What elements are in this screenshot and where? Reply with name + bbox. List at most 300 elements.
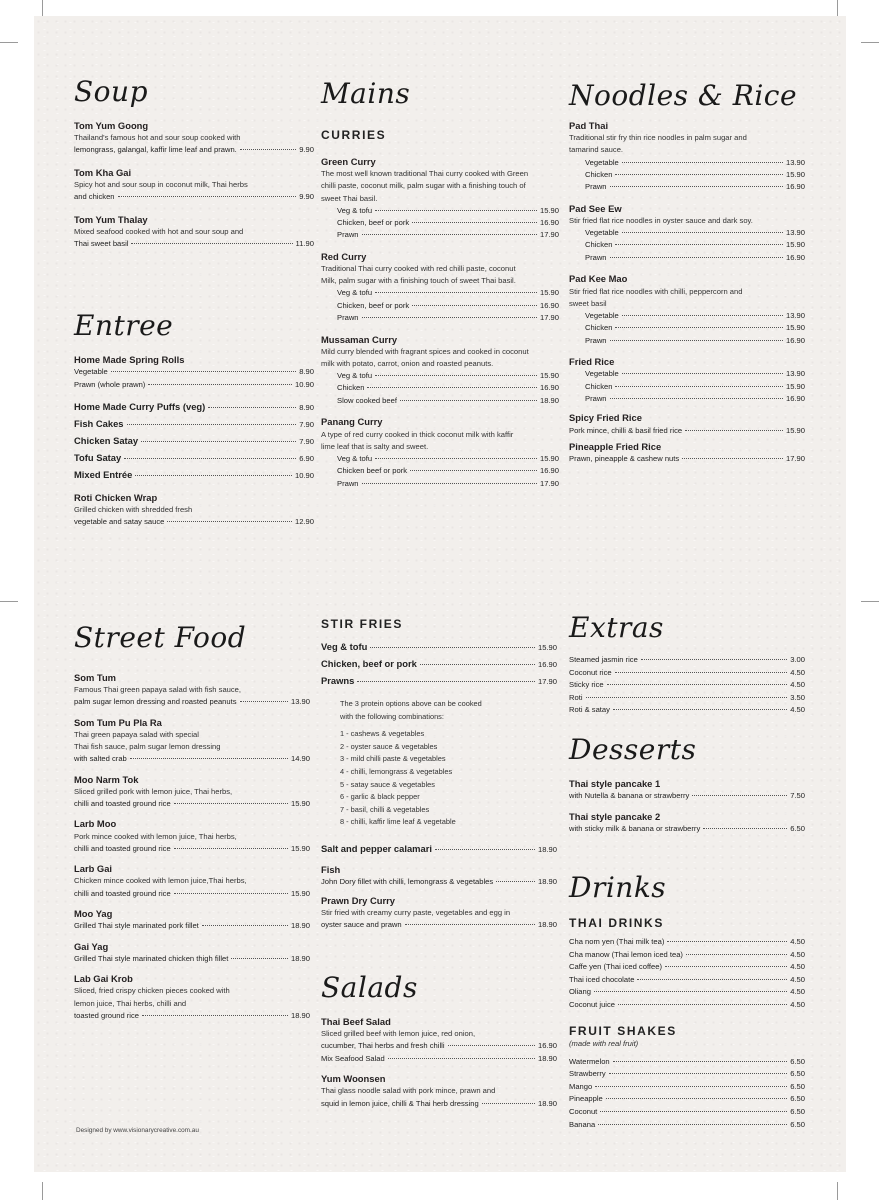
menu-item — [74, 717, 310, 766]
item-price: 11.90 — [295, 238, 314, 248]
leader-dots — [613, 709, 787, 710]
leader-dots — [231, 958, 288, 959]
salads-section — [321, 971, 557, 1110]
item-description: Sliced, fried crispy chicken pieces cooked with — [74, 986, 230, 996]
section-title: Soup — [74, 75, 148, 108]
option-row — [569, 986, 805, 999]
item-name: Salt and pepper calamari — [321, 842, 432, 854]
leader-dots — [610, 340, 783, 341]
leader-dots — [615, 672, 788, 673]
item-name: Green Curry — [321, 156, 376, 167]
leader-dots — [692, 795, 787, 796]
combo-option: 3 - mild chilli paste & vegetables — [340, 754, 446, 764]
item-description: chilli and toasted ground rice — [74, 843, 171, 853]
item-price: 18.90 — [290, 921, 310, 931]
menu-item — [569, 120, 805, 194]
option-row — [321, 453, 559, 465]
item-option: Veg & tofu — [337, 453, 373, 463]
item-price: 15.90 — [539, 288, 559, 298]
price-row — [74, 696, 310, 708]
item-price: 14.90 — [290, 754, 310, 764]
option-row — [569, 949, 805, 962]
option-row — [569, 322, 805, 334]
item-description: John Dory fillet with chilli, lemongrass & vegetables — [321, 877, 494, 887]
item-description: chilli and toasted ground rice — [74, 888, 171, 898]
extras-list — [569, 654, 805, 717]
leader-dots — [141, 441, 296, 442]
item-option: Prawn — [337, 230, 359, 240]
item-price: 6.50 — [790, 1107, 805, 1117]
item-price: 15.90 — [290, 843, 310, 853]
item-price: 17.90 — [539, 478, 559, 488]
option-row — [569, 1119, 805, 1132]
item-price: 6.50 — [790, 1119, 805, 1129]
item-name: Prawn Dry Curry — [321, 894, 395, 906]
leader-dots — [703, 828, 787, 829]
item-option: Prawn — [337, 478, 359, 488]
leader-dots — [610, 398, 783, 399]
leader-dots — [615, 244, 783, 245]
leader-dots — [130, 758, 288, 759]
item-option: Prawn — [585, 182, 607, 192]
price-row — [74, 920, 310, 932]
item-option: Vegetable — [585, 228, 619, 238]
item-name: Pad Thai — [569, 120, 609, 131]
option-row — [569, 654, 805, 667]
item-price: 7.50 — [790, 791, 805, 801]
item-option: Vegetable — [74, 367, 108, 377]
option-row — [321, 478, 559, 490]
leader-dots — [615, 386, 783, 387]
leader-dots — [435, 849, 535, 850]
item-option: Strawberry — [569, 1069, 606, 1079]
item-price: 6.50 — [790, 1069, 805, 1079]
item-option: Prawn — [585, 394, 607, 404]
option-row — [569, 227, 805, 239]
item-option: Chicken — [337, 383, 365, 393]
item-option: Vegetable — [585, 369, 619, 379]
leader-dots — [370, 647, 535, 648]
option-row — [321, 300, 559, 312]
price-row — [74, 843, 310, 855]
item-option: Chicken — [585, 169, 613, 179]
item-price: 15.90 — [539, 453, 559, 463]
menu-item — [321, 841, 557, 858]
menu-item — [74, 863, 310, 900]
item-name: Tom Yum Thalay — [74, 213, 148, 225]
drinks-section — [569, 871, 805, 1131]
item-name: Fried Rice — [569, 356, 615, 368]
item-price: 15.90 — [785, 169, 805, 179]
combo-option: 4 - chilli, lemongrass & vegetables — [340, 766, 453, 776]
leader-dots — [124, 458, 296, 459]
item-price: 4.50 — [790, 949, 805, 959]
item-description: Grilled Thai style marinated pork fillet — [74, 921, 199, 931]
item-description: Traditional Thai curry cooked with red chilli paste, coconut — [321, 264, 516, 274]
item-price: 17.90 — [785, 454, 805, 464]
item-option: Roti — [569, 692, 583, 702]
crop-mark — [861, 42, 879, 43]
option-row — [569, 704, 805, 717]
item-option: Cha manow (Thai lemon iced tea) — [569, 949, 683, 959]
item-description: with sticky milk & banana or strawberry — [569, 823, 701, 833]
menu-item — [569, 811, 805, 836]
leader-dots — [637, 979, 787, 980]
item-name: Moo Yag — [74, 907, 113, 919]
item-name: Chicken Satay — [74, 435, 139, 447]
option-row — [569, 1056, 805, 1069]
item-name: Chicken, beef or pork — [321, 658, 417, 669]
item-description: A type of red curry cooked in thick coconut milk with kaffir — [321, 429, 514, 439]
leader-dots — [142, 1015, 288, 1016]
item-price: 18.90 — [290, 953, 310, 963]
leader-dots — [482, 1103, 535, 1104]
item-description: Sliced grilled pork with lemon juice, Thai herbs, — [74, 786, 233, 796]
item-name: Spicy Fried Rice — [569, 412, 642, 424]
leader-dots — [622, 373, 783, 374]
menu-item — [321, 416, 559, 490]
crop-mark — [837, 1182, 838, 1200]
item-price: 18.90 — [537, 1053, 557, 1063]
fruit-shakes-list — [569, 1056, 805, 1132]
entree-section — [74, 309, 314, 529]
item-option: Veg & tofu — [337, 205, 373, 215]
item-option: Prawn (whole prawn) — [74, 379, 146, 389]
item-price: 18.90 — [290, 1010, 310, 1020]
item-price: 4.50 — [790, 974, 805, 984]
option-row — [569, 381, 805, 393]
leader-dots — [682, 458, 783, 459]
item-price: 8.90 — [299, 367, 314, 377]
price-row — [74, 1010, 310, 1022]
combo-option: 6 - garlic & black pepper — [340, 792, 420, 802]
item-description: Grilled Thai style marinated chicken thigh fillet — [74, 953, 229, 963]
item-description: lime leaf that is salty and sweet. — [321, 441, 429, 451]
menu-item — [74, 672, 310, 709]
item-option: Mango — [569, 1081, 593, 1091]
item-name: Lab Gai Krob — [74, 973, 133, 985]
item-price: 13.90 — [785, 157, 805, 167]
item-price: 15.90 — [537, 643, 557, 652]
item-price: 18.90 — [537, 877, 557, 887]
item-name: Fish — [321, 863, 341, 875]
item-description: palm sugar lemon dressing and roasted peanuts — [74, 697, 237, 707]
item-price: 6.50 — [790, 1081, 805, 1091]
item-price: 16.90 — [785, 335, 805, 345]
shakes-note: (made with real fruit) — [569, 1038, 639, 1048]
leader-dots — [595, 1086, 787, 1087]
item-option: Chicken, beef or pork — [337, 218, 410, 228]
street-food-section — [74, 621, 310, 1022]
item-option: Vegetable — [585, 157, 619, 167]
menu-item — [569, 203, 805, 265]
item-price: 4.50 — [790, 999, 805, 1009]
item-description: The most well known traditional Thai curry cooked with Green — [321, 169, 529, 179]
item-option: Sticky rice — [569, 680, 604, 690]
item-price: 10.90 — [294, 471, 314, 481]
option-row — [321, 217, 559, 229]
item-description: Thailand's famous hot and sour soup cooked with — [74, 133, 241, 143]
item-price: 6.90 — [299, 454, 314, 464]
item-option: Prawn — [585, 335, 607, 345]
leader-dots — [613, 1061, 788, 1062]
item-name: Thai style pancake 1 — [569, 778, 661, 789]
noodles-section — [569, 79, 805, 466]
leader-dots — [375, 375, 537, 376]
leader-dots — [622, 162, 783, 163]
leader-dots — [362, 483, 537, 484]
item-option: Watermelon — [569, 1056, 610, 1066]
option-row — [569, 692, 805, 705]
item-price: 18.90 — [537, 844, 557, 854]
item-price: 16.90 — [539, 218, 559, 228]
item-price: 10.90 — [294, 379, 314, 389]
item-name: Red Curry — [321, 250, 367, 262]
menu-item — [74, 433, 314, 450]
leader-dots — [586, 697, 788, 698]
option-row — [569, 181, 805, 193]
leader-dots — [610, 257, 783, 258]
item-description: chilli paste, coconut milk, palm sugar with a finishing touch of — [321, 181, 526, 191]
option-row — [569, 393, 805, 405]
option-row — [569, 936, 805, 949]
noodles-list — [569, 120, 805, 405]
item-price: 6.50 — [790, 1056, 805, 1066]
price-row — [74, 888, 310, 900]
section-title: Street Food — [74, 621, 247, 654]
item-price: 16.90 — [785, 394, 805, 404]
leader-dots — [148, 384, 292, 385]
leader-dots — [610, 186, 783, 187]
leader-dots — [618, 1004, 787, 1005]
leader-dots — [615, 174, 783, 175]
option-row — [569, 1093, 805, 1106]
leader-dots — [240, 149, 296, 150]
option-row — [569, 252, 805, 264]
menu-item — [74, 818, 310, 855]
menu-item — [569, 441, 805, 466]
leader-dots — [362, 234, 537, 235]
designer-credit: Designed by www.visionarycreative.com.au — [76, 1127, 199, 1134]
item-name: Veg & tofu — [321, 641, 368, 652]
section-title: Mains — [321, 77, 411, 110]
item-option: Coconut rice — [569, 667, 612, 677]
leader-dots — [606, 1098, 787, 1099]
leader-dots — [367, 387, 537, 388]
item-option: Oliang — [569, 987, 591, 997]
item-option: Cha nom yen (Thai milk tea) — [569, 937, 665, 946]
item-name: Gai Yag — [74, 940, 109, 952]
menu-item — [74, 908, 310, 933]
menu-item — [321, 673, 557, 690]
menu-item — [569, 778, 805, 803]
item-name: Home Made Curry Puffs (veg) — [74, 401, 206, 413]
item-description: Mixed seafood cooked with hot and sour soup and — [74, 226, 244, 236]
item-description: Stir fried with creamy curry paste, vegetables and egg in — [321, 907, 511, 917]
crop-mark — [0, 601, 18, 602]
subsection-title: STIR FRIES — [321, 617, 404, 631]
menu-item — [321, 1073, 557, 1110]
menu-item — [74, 214, 314, 251]
item-price: 4.50 — [790, 680, 805, 690]
item-description: Stir fried flat rice noodles with chilli, peppercorn and — [569, 286, 743, 296]
item-description: Pork mince cooked with lemon juice, Thai herbs, — [74, 831, 237, 841]
section-title: Entree — [74, 309, 174, 342]
item-price: 15.90 — [785, 240, 805, 250]
crop-mark — [0, 42, 18, 43]
leader-dots — [174, 803, 288, 804]
leader-dots — [131, 243, 292, 244]
menu-item — [321, 864, 557, 889]
item-option: Chicken — [585, 323, 613, 333]
item-description: Thai sweet basil — [74, 238, 129, 248]
item-name: Home Made Spring Rolls — [74, 354, 185, 365]
combo-option: 8 - chilli, kaffir lime leaf & vegetable — [340, 817, 456, 827]
item-option: Chicken, beef or pork — [337, 300, 410, 310]
menu-item — [74, 120, 314, 157]
option-row — [321, 395, 559, 407]
leader-dots — [412, 305, 537, 306]
leader-dots — [375, 210, 537, 211]
leader-dots — [600, 1111, 787, 1112]
item-option: Vegetable — [585, 310, 619, 320]
item-name: Tofu Satay — [74, 452, 122, 464]
option-row — [569, 310, 805, 322]
item-price: 15.90 — [785, 381, 805, 391]
curries-list — [321, 156, 559, 490]
menu-item — [569, 412, 805, 437]
item-price: 6.50 — [790, 1094, 805, 1104]
section-title: Drinks — [569, 871, 667, 904]
extras-section — [569, 611, 805, 717]
item-option: Pineapple — [569, 1094, 603, 1104]
item-price: 15.90 — [785, 425, 805, 435]
item-name: Thai style pancake 2 — [569, 810, 661, 822]
item-price: 18.90 — [537, 1098, 557, 1108]
item-option: Chicken beef or pork — [337, 466, 408, 476]
leader-dots — [127, 424, 297, 425]
option-row — [321, 229, 559, 241]
item-option: Thai iced chocolate — [569, 974, 635, 984]
item-price: 17.90 — [539, 313, 559, 323]
item-name: Mix Seafood Salad — [321, 1053, 385, 1063]
menu-item — [321, 656, 557, 673]
section-title: Noodles & Rice — [569, 79, 798, 112]
leader-dots — [412, 222, 537, 223]
item-description: cucumber, Thai herbs and fresh chilli — [321, 1041, 445, 1051]
item-description: with Nutella & banana or strawberry — [569, 791, 690, 801]
leader-dots — [665, 966, 787, 967]
item-description: lemongrass, galangal, kaffir lime leaf and prawn. — [74, 145, 237, 155]
item-price: 9.90 — [299, 192, 314, 202]
section-title: Desserts — [569, 733, 697, 766]
subsection-title: THAI DRINKS — [569, 916, 664, 930]
section-title: Extras — [569, 611, 664, 644]
price-row — [74, 798, 310, 810]
stir-fries-section — [321, 617, 557, 931]
item-description: milk with potato, carrot, onion and roasted peanuts. — [321, 358, 494, 368]
item-description: Grilled chicken with shredded fresh — [74, 505, 193, 515]
menu-item — [74, 167, 314, 204]
item-price: 15.90 — [539, 205, 559, 215]
item-price: 16.90 — [537, 660, 557, 669]
item-name: Larb Gai — [74, 863, 113, 875]
menu-item — [321, 1016, 557, 1065]
item-name: Tom Kha Gai — [74, 166, 132, 178]
item-price: 4.50 — [790, 705, 805, 715]
item-description: Thai green papaya salad with special — [74, 729, 199, 739]
option-row — [321, 312, 559, 324]
item-name: Yum Woonsen — [321, 1073, 386, 1085]
menu-item — [321, 156, 559, 242]
menu-item — [321, 895, 557, 932]
item-option: Banana — [569, 1119, 596, 1129]
item-name: Mixed Entrée — [74, 469, 133, 481]
menu-item — [74, 450, 314, 467]
item-option: Caffe yen (Thai iced coffee) — [569, 962, 663, 972]
leader-dots — [410, 470, 537, 471]
item-price: 16.90 — [539, 466, 559, 476]
leader-dots — [135, 475, 292, 476]
item-description: Chicken mince cooked with lemon juice,Thai herbs, — [74, 876, 247, 886]
item-name: Moo Narm Tok — [74, 773, 139, 785]
leader-dots — [240, 701, 288, 702]
item-option: Coconut juice — [569, 999, 616, 1009]
note-text: The 3 protein options above can be cooked — [340, 699, 482, 708]
leader-dots — [202, 925, 288, 926]
combo-option: 2 - oyster sauce & vegetables — [340, 741, 438, 751]
item-name: Pad Kee Mao — [569, 273, 628, 285]
item-price: 13.90 — [290, 697, 310, 707]
item-price: 3.00 — [790, 655, 805, 664]
option-row — [569, 157, 805, 169]
item-price: 15.90 — [539, 371, 559, 381]
item-option: Veg & tofu — [337, 371, 373, 381]
item-description: Milk, palm sugar with a finishing touch of sweet Thai basil. — [321, 276, 516, 286]
leader-dots — [111, 371, 296, 372]
section-title: Salads — [321, 971, 418, 1004]
item-description: and chicken — [74, 192, 115, 202]
option-row — [569, 999, 805, 1012]
item-price: 8.90 — [299, 403, 314, 413]
item-name: Pineapple Fried Rice — [569, 441, 662, 453]
menu-item — [74, 416, 314, 433]
item-option: Roti & satay — [569, 705, 610, 715]
leader-dots — [685, 430, 783, 431]
item-name: Thai Beef Salad — [321, 1016, 391, 1027]
leader-dots — [405, 924, 535, 925]
leader-dots — [594, 991, 787, 992]
item-price: 18.90 — [539, 395, 559, 405]
menu-item — [321, 639, 557, 656]
menu-item — [74, 492, 314, 529]
item-price: 4.50 — [790, 987, 805, 997]
item-name: Roti Chicken Wrap — [74, 492, 158, 504]
item-description: Prawn, pineapple & cashew nuts — [569, 454, 680, 464]
leader-dots — [174, 893, 288, 894]
leader-dots — [375, 458, 537, 459]
item-price: 16.90 — [785, 252, 805, 262]
leader-dots — [375, 292, 537, 293]
item-price: 4.50 — [790, 667, 805, 677]
item-option: Prawn — [585, 252, 607, 262]
combo-option: 5 - satay sauce & vegetables — [340, 779, 435, 789]
item-price: 3.50 — [790, 692, 805, 702]
item-price: 16.90 — [537, 1041, 557, 1051]
item-description: Mild curry blended with fragrant spices and cooked in coconut — [321, 346, 529, 356]
item-description: Pork mince, chilli & basil fried rice — [569, 425, 683, 435]
item-description: lemon juice, Thai herbs, chilli and — [74, 998, 187, 1008]
